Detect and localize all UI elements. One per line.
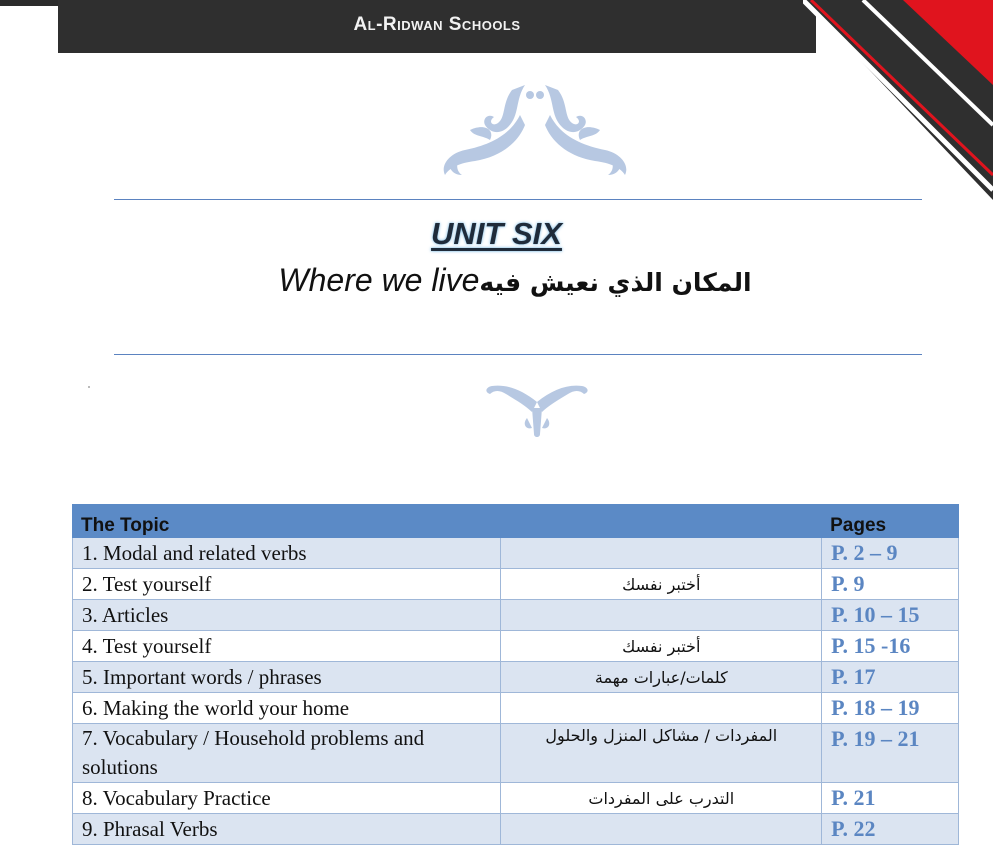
row-arabic: التدرب على المفردات xyxy=(501,783,822,814)
row-pages: P. 17 xyxy=(822,662,959,693)
row-pages: P. 15 -16 xyxy=(822,631,959,662)
row-topic: 5. Important words / phrases xyxy=(73,662,501,693)
header-pages: Pages xyxy=(822,505,959,538)
corner-decoration xyxy=(803,0,993,200)
table-header-row xyxy=(73,505,959,538)
stray-dot xyxy=(88,386,90,388)
row-topic: 6. Making the world your home xyxy=(73,693,501,724)
school-name: Al-Ridwan Schools xyxy=(353,14,521,35)
bottom-ornament-icon xyxy=(482,372,592,440)
table-row xyxy=(73,693,959,724)
unit-title: UNIT SIX xyxy=(431,216,562,251)
row-pages: P. 2 – 9 xyxy=(822,538,959,569)
row-arabic xyxy=(501,814,822,845)
table-row xyxy=(73,631,959,662)
row-topic: 8. Vocabulary Practice xyxy=(73,783,501,814)
table-row xyxy=(73,783,959,814)
row-topic: 3. Articles xyxy=(73,600,501,631)
floral-ornament-icon xyxy=(430,75,640,180)
contents-table xyxy=(72,504,959,845)
table-row xyxy=(73,662,959,693)
row-arabic xyxy=(501,538,822,569)
divider-top xyxy=(114,199,922,200)
unit-subtitle xyxy=(0,262,993,299)
table-row xyxy=(73,600,959,631)
row-pages: P. 10 – 15 xyxy=(822,600,959,631)
row-pages: P. 21 xyxy=(822,783,959,814)
subtitle-arabic: المكان الذي نعيش فيه xyxy=(479,268,752,297)
row-arabic xyxy=(501,600,822,631)
row-arabic xyxy=(501,693,822,724)
table-row xyxy=(73,569,959,600)
row-topic: 4. Test yourself xyxy=(73,631,501,662)
row-topic: 1. Modal and related verbs xyxy=(73,538,501,569)
row-arabic: المفردات / مشاكل المنزل والحلول xyxy=(501,724,822,783)
table-row xyxy=(73,538,959,569)
table-row xyxy=(73,814,959,845)
row-topic: 9. Phrasal Verbs xyxy=(73,814,501,845)
row-pages: P. 19 – 21 xyxy=(822,724,959,783)
divider-bottom xyxy=(114,354,922,355)
row-topic: 7. Vocabulary / Household problems and solutions xyxy=(73,724,501,783)
row-pages: P. 18 – 19 xyxy=(822,693,959,724)
header-topic: The Topic xyxy=(73,505,822,538)
table-row xyxy=(73,724,959,783)
row-topic: 2. Test yourself xyxy=(73,569,501,600)
row-arabic: أختبر نفسك xyxy=(501,631,822,662)
subtitle-english: Where we live xyxy=(278,262,480,298)
row-arabic: كلمات/عبارات مهمة xyxy=(501,662,822,693)
row-arabic: أختبر نفسك xyxy=(501,569,822,600)
row-pages: P. 9 xyxy=(822,569,959,600)
row-pages: P. 22 xyxy=(822,814,959,845)
